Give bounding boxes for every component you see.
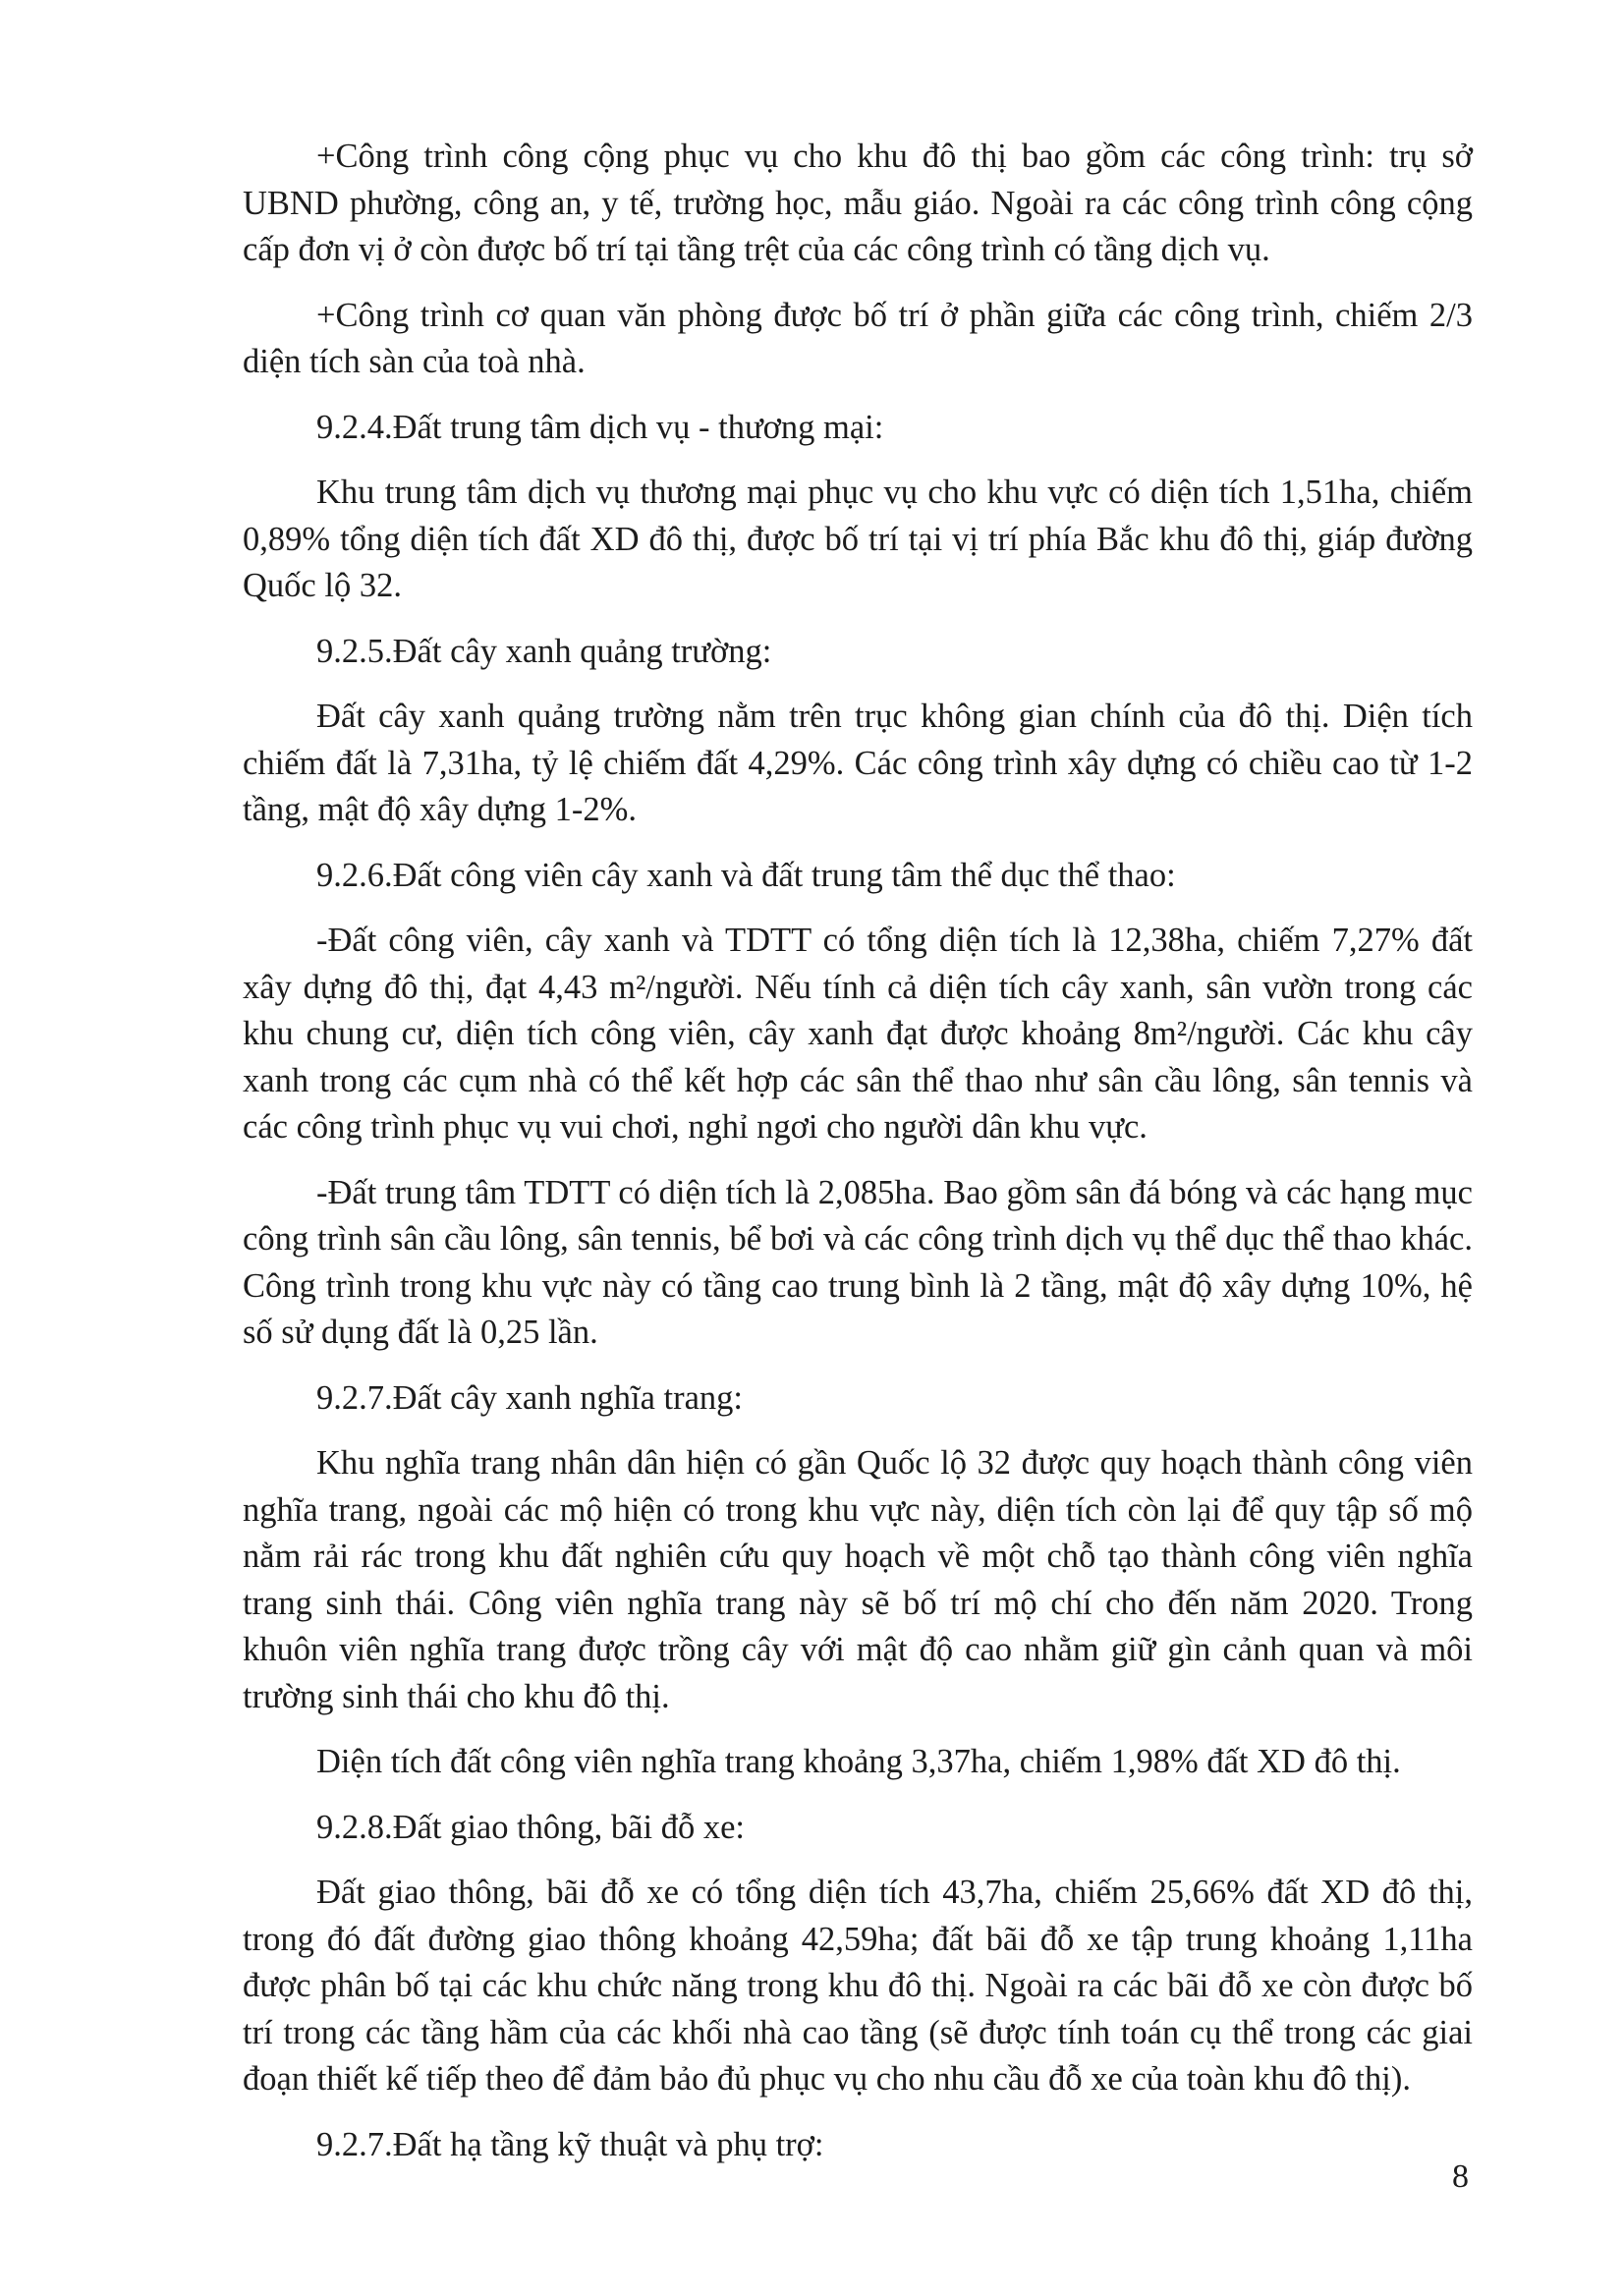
section-heading-9-2-8: 9.2.8.Đất giao thông, bãi đỗ xe: <box>316 1808 745 1846</box>
paragraph-gap <box>243 899 1473 918</box>
paragraph-gap <box>243 274 1473 293</box>
paragraph-gap <box>243 386 1473 405</box>
section-heading-9-2-7-cemetery: 9.2.7.Đất cây xanh nghĩa trang: <box>316 1378 743 1417</box>
paragraph-gap <box>243 675 1473 694</box>
paragraph-gap <box>243 610 1473 629</box>
paragraph-gap <box>243 1422 1473 1440</box>
paragraph-gap <box>243 1720 1473 1739</box>
paragraph-gap <box>243 834 1473 853</box>
paragraph-gap <box>243 451 1473 470</box>
paragraph-sports-center: -Đất trung tâm TDTT có diện tích là 2,085ha. Bao gồm sân đá bóng và các hạng mục công trình sân cầu lông, sân tennis, bể bơi và các công trình dịch vụ thể dục thể thao khác. Công trình trong khu vực này có tầng cao trung bình là 2 tầng, mật độ xây dựng 10%, hệ số sử dụng đất là 0,25 lần. <box>243 1173 1473 1351</box>
paragraph-gap <box>243 2103 1473 2122</box>
paragraph-cemetery-park: Khu nghĩa trang nhân dân hiện có gần Quốc lộ 32 được quy hoạch thành công viên nghĩa trang, ngoài các mộ hiện có trong khu vực này, diện tích còn lại để quy tập số mộ nằm rải rác trong khu đất nghiên cứu quy hoạch về một chỗ tạo thành công viên nghĩa trang sinh thái. Công viên nghĩa trang này sẽ bố trí mộ chí cho đến năm 2020. Trong khuôn viên nghĩa trang được trồng cây với mật độ cao nhằm giữ gìn cảnh quan và môi trường sinh thái cho khu đô thị. <box>243 1444 1473 1715</box>
paragraph-gap <box>243 1151 1473 1170</box>
paragraph-transport-parking: Đất giao thông, bãi đỗ xe có tổng diện tích 43,7ha, chiếm 25,66% đất XD đô thị, trong đó đất đường giao thông khoảng 42,59ha; đất bãi đỗ xe tập trung khoảng 1,11ha được phân bố tại các khu chức năng trong khu đô thị. Ngoài ra các bãi đỗ xe còn được bố trí trong các tầng hầm của các khối nhà cao tầng (sẽ được tính toán cụ thể trong các giai đoạn thiết kế tiếp theo để đảm bảo đủ phục vụ cho nhu cầu đỗ xe của toàn khu đô thị). <box>243 1874 1473 2098</box>
section-heading-9-2-7-infrastructure: 9.2.7.Đất hạ tầng kỹ thuật và phụ trợ: <box>316 2125 824 2163</box>
paragraph-public-works: +Công trình công cộng phục vụ cho khu đô thị bao gồm các công trình: trụ sở UBND phường, công an, y tế, trường học, mẫu giáo. Ngoài ra các công trình công cộng cấp đơn vị ở còn được bố trí tại tầng trệt của các công trình có tầng dịch vụ. <box>243 138 1473 268</box>
section-heading-9-2-5: 9.2.5.Đất cây xanh quảng trường: <box>316 632 772 670</box>
paragraph-square-greenery: Đất cây xanh quảng trường nằm trên trục không gian chính của đô thị. Diện tích chiếm đất là 7,31ha, tỷ lệ chiếm đất 4,29%. Các công trình xây dựng có chiều cao từ 1-2 tầng, mật độ xây dựng 1-2%. <box>243 698 1473 828</box>
paragraph-cemetery-area: Diện tích đất công viên nghĩa trang khoảng 3,37ha, chiếm 1,98% đất XD đô thị. <box>316 1743 1401 1780</box>
section-heading-9-2-6: 9.2.6.Đất công viên cây xanh và đất trung tâm thể dục thể thao: <box>316 856 1176 894</box>
paragraph-commercial-center: Khu trung tâm dịch vụ thương mại phục vụ cho khu vực có diện tích 1,51ha, chiếm 0,89% tổng diện tích đất XD đô thị, được bố trí tại vị trí phía Bắc khu đô thị, giáp đường Quốc lộ 32. <box>243 474 1473 604</box>
paragraph-gap <box>243 1851 1473 1870</box>
document-body <box>243 134 1473 2168</box>
paragraph-gap <box>243 1786 1473 1805</box>
paragraph-gap <box>243 1357 1473 1375</box>
paragraph-office-works: +Công trình cơ quan văn phòng được bố trí ở phần giữa các công trình, chiếm 2/3 diện tích sàn của toà nhà. <box>243 296 1473 380</box>
paragraph-park-sports: -Đất công viên, cây xanh và TDTT có tổng diện tích là 12,38ha, chiếm 7,27% đất xây dựng đô thị, đạt 4,43 m²/người. Nếu tính cả diện tích cây xanh, sân vườn trong các khu chung cư, diện tích công viên, cây xanh đạt được khoảng 8m²/người. Các khu cây xanh trong các cụm nhà có thể kết hợp các sân thể thao như sân cầu lông, sân tennis và các công trình phục vụ vui chơi, nghỉ ngơi cho người dân khu vực. <box>243 922 1473 1146</box>
page-number: 8 <box>1452 2158 1469 2195</box>
section-heading-9-2-4: 9.2.4.Đất trung tâm dịch vụ - thương mại: <box>316 408 884 446</box>
